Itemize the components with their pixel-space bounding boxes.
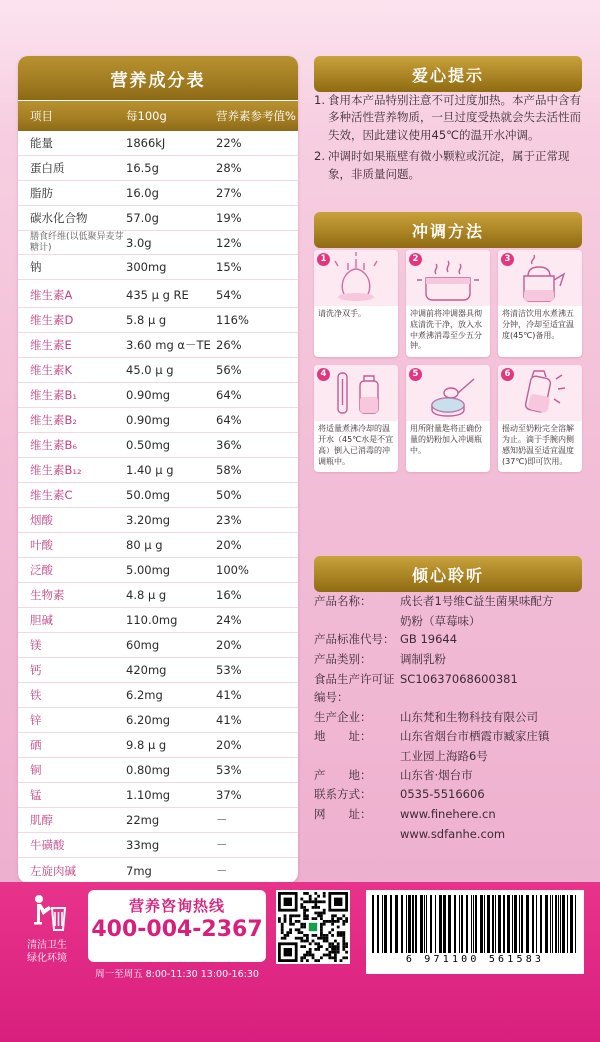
- table-row: [18, 358, 298, 383]
- tips-list: [314, 92, 582, 187]
- nutrient-name: 肌醇: [30, 813, 53, 827]
- info-row: [314, 630, 586, 649]
- info-key: 地 址：: [314, 729, 372, 744]
- nutrient-nrv: 12%: [216, 235, 242, 250]
- step-number: 4: [317, 368, 330, 381]
- nutrient-nrv: 53%: [216, 663, 242, 677]
- step-number: 3: [501, 253, 514, 266]
- qr-code: [276, 890, 350, 964]
- table-row: [18, 483, 298, 508]
- nutrient-amount: 5.00mg: [126, 563, 171, 577]
- nutrient-name: 维生素E: [30, 338, 72, 352]
- column-header-per100g: 每100g: [126, 109, 167, 123]
- nutrient-nrv: －: [216, 863, 228, 878]
- info-key: 产品标准代号：: [314, 632, 395, 647]
- scoop-icon: [406, 365, 490, 421]
- info-value-continued: 奶粉（草莓味）: [400, 613, 481, 628]
- nutrient-nrv: 19%: [216, 211, 242, 225]
- nutrient-name: 锌: [30, 713, 42, 727]
- nutrient-amount: 16.0g: [126, 186, 159, 200]
- nutrient-name: 碳水化合物: [30, 211, 88, 225]
- step-caption: 用所附量匙将正确份量的奶粉加入冲调瓶中。: [410, 424, 482, 455]
- nutrient-amount: 300mg: [126, 260, 167, 274]
- nutrient-nrv: 24%: [216, 613, 242, 627]
- washing-hands-icon: [314, 250, 398, 306]
- nutrient-name: 胆碱: [30, 613, 53, 627]
- nutrient-nrv: 116%: [216, 313, 249, 327]
- hotline-number: 400-004-2367: [91, 917, 263, 942]
- nutrient-nrv: 64%: [216, 413, 242, 427]
- nutrient-amount: 50.0mg: [126, 488, 171, 502]
- column-header-nrv: 营养素参考值%: [216, 109, 296, 123]
- table-row: [18, 608, 298, 633]
- info-value: 调制乳粉: [400, 651, 446, 666]
- nutrient-amount: 110.0mg: [126, 613, 178, 627]
- table-row: [18, 383, 298, 408]
- info-value: 山东梵和生物科技有限公司: [400, 709, 538, 724]
- info-row: [314, 785, 586, 804]
- info-row: [314, 805, 586, 824]
- nutrient-amount: 9.8 μ g: [126, 738, 167, 752]
- nutrient-amount: 60mg: [126, 638, 160, 652]
- step-caption: 将适量煮沸冷却的温开水（45℃水是不宜高）倒入已消毒的冲调瓶中。: [318, 424, 394, 466]
- table-row: [18, 783, 298, 808]
- nutrient-amount: 3.20mg: [126, 513, 171, 527]
- table-row: [18, 808, 298, 833]
- nutrient-name: 维生素B₆: [30, 438, 77, 452]
- nutrient-amount: 3.0g: [126, 235, 152, 250]
- hotline-label: 营养咨询热线: [128, 897, 225, 915]
- step-caption: 请洗净双手。: [318, 309, 366, 318]
- info-value: SC10637068600381: [400, 671, 518, 686]
- nutrient-nrv: 16%: [216, 588, 242, 602]
- barcode-bars: [372, 895, 578, 953]
- nutrient-nrv: 37%: [216, 788, 242, 802]
- nutrient-name: 铜: [30, 763, 42, 777]
- step-number: 5: [409, 368, 422, 381]
- info-row: [314, 708, 586, 727]
- nutrient-amount: 22mg: [126, 813, 160, 827]
- info-value: GB 19644: [400, 632, 458, 647]
- table-row: [18, 131, 298, 156]
- hotline-hours: 周一至周五 8:00-11:30 13:00-16:30: [95, 969, 259, 980]
- nutrient-amount: 5.8 μ g: [126, 313, 167, 327]
- nutrient-name: 生物素: [30, 588, 65, 602]
- info-key: 产品类别：: [314, 651, 372, 666]
- nutrient-name: 维生素C: [30, 488, 73, 502]
- nutrient-amount: 45.0 μ g: [126, 363, 174, 377]
- table-row: [18, 533, 298, 558]
- info-value: 0535-5516606: [400, 787, 485, 802]
- preparation-step: [498, 365, 582, 472]
- product-info-list: [314, 592, 586, 843]
- info-value: 山东省烟台市栖霞市臧家庄镇: [400, 729, 550, 744]
- barcode-number: 6 971100 561583: [405, 954, 545, 965]
- nutrient-name: 膳食纤维(以低聚异麦芽糖计): [30, 232, 124, 253]
- info-key: 生产企业：: [314, 709, 372, 724]
- preparation-step: [314, 365, 398, 472]
- nutrient-amount: 1866kJ: [126, 136, 166, 150]
- nutrient-name: 钠: [30, 260, 42, 274]
- preparation-step: [406, 365, 490, 472]
- nutrient-name: 叶酸: [30, 538, 53, 552]
- table-row: [18, 758, 298, 783]
- info-value: 山东省·烟台市: [400, 767, 473, 782]
- info-row: [314, 670, 586, 707]
- table-row: [18, 458, 298, 483]
- step-number: 2: [409, 253, 422, 266]
- nutrient-nrv: 58%: [216, 463, 242, 477]
- tip-number: 1.: [314, 93, 325, 107]
- nutrient-nrv: 53%: [216, 763, 242, 777]
- table-row: [18, 708, 298, 733]
- nutrient-nrv: 54%: [216, 288, 242, 302]
- nutrient-nrv: 20%: [216, 738, 242, 752]
- nutrient-amount: 57.0g: [126, 211, 159, 225]
- table-row: [18, 658, 298, 683]
- nutrient-amount: 6.2mg: [126, 688, 163, 702]
- nutrient-nrv: 23%: [216, 513, 242, 527]
- nutrient-nrv: 20%: [216, 638, 242, 652]
- info-key: 产 地：: [314, 767, 372, 782]
- nutrient-name: 铁: [30, 688, 42, 702]
- info-value: www.finehere.cn: [400, 806, 496, 821]
- table-row: [18, 683, 298, 708]
- nutrient-name: 硒: [30, 738, 42, 752]
- nutrient-nrv: －: [216, 813, 228, 827]
- table-row: [18, 255, 298, 280]
- nutrient-name: 维生素B₂: [30, 413, 77, 427]
- column-header-item: 项目: [30, 109, 53, 123]
- table-row: [18, 333, 298, 358]
- recycle-line-2: 绿化环境: [27, 952, 67, 964]
- nutrient-nrv: 50%: [216, 488, 242, 502]
- table-row: [18, 231, 298, 255]
- nutrient-amount: 4.8 μ g: [126, 588, 167, 602]
- nutrient-nrv: 56%: [216, 363, 242, 377]
- thermometer-bottle-icon: [314, 365, 398, 421]
- table-row: [18, 858, 298, 883]
- nutrition-title: 营养成分表: [18, 56, 298, 100]
- table-row: [18, 181, 298, 206]
- table-row: [18, 156, 298, 181]
- nutrient-amount: 1.40 μ g: [126, 463, 174, 477]
- boiling-pot-icon: [406, 250, 490, 306]
- nutrient-amount: 0.90mg: [126, 388, 171, 402]
- tip-text: 食用本产品特别注意不可过度加热。本产品中含有多种活性营养物质，一旦过度受热就会失去活性而失效，因此建议使用45℃的温开水冲调。: [328, 93, 581, 142]
- nutrient-amount: 435 μ g RE: [126, 288, 189, 302]
- nutrient-name: 左旋肉碱: [30, 863, 76, 878]
- nutrition-facts-card: [18, 56, 298, 883]
- nutrient-amount: 6.20mg: [126, 713, 171, 727]
- table-row: [18, 833, 298, 858]
- nutrient-amount: 1.10mg: [126, 788, 171, 802]
- table-row: [18, 508, 298, 533]
- preparation-step: [314, 250, 398, 357]
- nutrient-nrv: 100%: [216, 563, 249, 577]
- nutrient-nrv: 41%: [216, 688, 242, 702]
- nutrient-amount: 16.5g: [126, 161, 159, 175]
- table-row: [18, 283, 298, 308]
- info-value-continued: www.sdfanhe.com: [400, 826, 506, 841]
- nutrient-amount: 0.80mg: [126, 763, 171, 777]
- nutrient-name: 蛋白质: [30, 161, 65, 175]
- info-key: 产品名称：: [314, 594, 372, 608]
- list-item: [314, 92, 582, 144]
- recycle-line-1: 清洁卫生: [27, 940, 67, 951]
- table-row: [18, 433, 298, 458]
- info-row: [314, 766, 586, 785]
- preparation-step: [498, 250, 582, 357]
- info-row: [314, 592, 586, 611]
- nutrient-nrv: 26%: [216, 338, 242, 352]
- nutrition-table-body: [18, 131, 298, 883]
- nutrient-amount: 33mg: [126, 838, 160, 852]
- info-key: 食品生产许可证编号：: [314, 671, 395, 705]
- table-row: [18, 583, 298, 608]
- barcode-block: [366, 890, 584, 974]
- kettle-icon: [498, 250, 582, 306]
- shake-bottle-icon: [498, 365, 582, 421]
- info-row: [314, 727, 586, 746]
- nutrient-nrv: 22%: [216, 136, 242, 150]
- list-item: [314, 148, 582, 183]
- nutrient-amount: 420mg: [126, 663, 167, 677]
- method-section-title: 冲调方法: [314, 212, 582, 248]
- nutrient-name: 维生素D: [30, 313, 74, 327]
- nutrient-nrv: 28%: [216, 161, 242, 175]
- nutrient-name: 烟酸: [30, 513, 53, 527]
- nutrient-name: 维生素B₁₂: [30, 463, 82, 477]
- table-row: [18, 206, 298, 231]
- nutrient-nrv: 36%: [216, 438, 242, 452]
- info-value-continued: 工业园上海路6号: [400, 749, 488, 763]
- table-row: [18, 558, 298, 583]
- tip-text: 冲调时如果瓶壁有微小颗粒或沉淀，属于正常现象，非质量问题。: [328, 149, 570, 181]
- step-caption: 将清洁饮用水煮沸五分钟，冷却至适宜温度(45℃)备用。: [502, 309, 574, 340]
- nutrition-table-header: [18, 100, 298, 131]
- nutrient-amount: 0.90mg: [126, 413, 171, 427]
- info-value: 成长者1号维C益生菌果味配方: [400, 594, 554, 608]
- nutrient-name: 能量: [30, 136, 53, 150]
- nutrient-nrv: 64%: [216, 388, 242, 402]
- step-number: 6: [501, 368, 514, 381]
- hotline-box: [88, 890, 266, 962]
- recycle-notice: [14, 892, 80, 965]
- nutrient-amount: 80 μ g: [126, 538, 163, 552]
- nutrient-name: 镁: [30, 638, 42, 652]
- nutrient-name: 钙: [30, 663, 42, 677]
- info-row: [314, 650, 586, 669]
- info-key: 联系方式：: [314, 787, 372, 802]
- nutrient-amount: 7mg: [126, 863, 152, 878]
- qr-code-image: [278, 892, 348, 962]
- step-caption: 摇动至奶粉完全溶解为止。滴于手腕内侧感知奶温至适宜温度(37℃)即可饮用。: [502, 424, 574, 466]
- qr-modules: [278, 892, 348, 962]
- nutrient-name: 脂肪: [30, 186, 53, 200]
- table-row: [18, 733, 298, 758]
- nutrient-name: 维生素B₁: [30, 388, 77, 402]
- nutrient-amount: 0.50mg: [126, 438, 171, 452]
- nutrient-nrv: 27%: [216, 186, 242, 200]
- preparation-step: [406, 250, 490, 357]
- nutrient-nrv: 15%: [216, 260, 242, 274]
- nutrient-name: 泛酸: [30, 563, 53, 577]
- preparation-steps-grid: [314, 250, 582, 472]
- nutrient-name: 维生素A: [30, 288, 73, 302]
- recycle-bin-icon: [24, 892, 70, 938]
- nutrient-nrv: －: [216, 838, 228, 852]
- table-row: [18, 408, 298, 433]
- nutrient-nrv: 41%: [216, 713, 242, 727]
- step-number: 1: [317, 253, 330, 266]
- table-row: [18, 633, 298, 658]
- nutrient-name: 牛磺酸: [30, 838, 65, 852]
- nutrient-amount: 3.60 mg α－TE: [126, 338, 211, 352]
- info-key: 网 址：: [314, 806, 372, 821]
- step-caption: 冲调前将冲调器具彻底清洗干净，放入水中煮沸消毒至少五分钟。: [410, 309, 482, 351]
- tips-section-title: 爱心提示: [314, 56, 582, 92]
- tip-number: 2.: [314, 149, 325, 164]
- nutrient-nrv: 20%: [216, 538, 242, 552]
- nutrient-name: 维生素K: [30, 363, 73, 377]
- listen-section-title: 倾心聆听: [314, 556, 582, 592]
- table-row: [18, 308, 298, 333]
- nutrient-name: 锰: [30, 788, 42, 802]
